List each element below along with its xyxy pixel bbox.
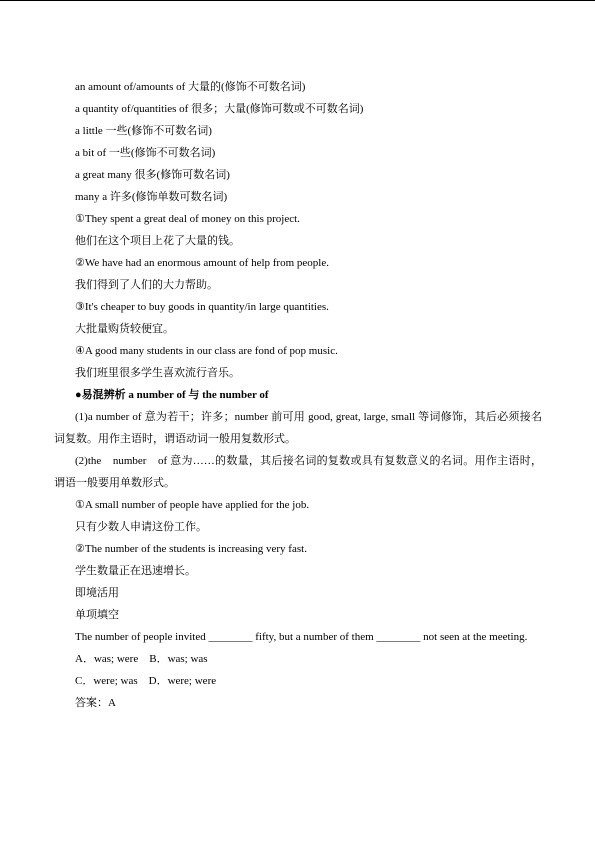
example-sentence: ③It's cheaper to buy goods in quantity/in large quantities. xyxy=(75,301,329,313)
example-translation: 学生数量正在迅速增长。 xyxy=(75,565,196,577)
example-sentence: ②The number of the students is increasing very fast. xyxy=(75,543,307,555)
document-body xyxy=(54,76,542,714)
exercise-type: 单项填空 xyxy=(75,609,119,621)
example-sentence: ④A good many students in our class are fond of pop music. xyxy=(75,345,338,357)
example-translation: 大批量购货较便宜。 xyxy=(75,323,174,335)
exercise-heading: 即境活用 xyxy=(75,587,119,599)
text-line: a great many 很多(修饰可数名词) xyxy=(75,169,230,181)
explanation-paragraph: (2)the number of 意为……的数量，其后接名词的复数或具有复数意义的名词。用作主语时，谓语一般要用单数形式。 xyxy=(54,455,542,489)
example-translation: 他们在这个项目上花了大量的钱。 xyxy=(75,235,240,247)
answer-key: 答案：A xyxy=(75,697,116,709)
example-translation: 只有少数人申请这份工作。 xyxy=(75,521,207,533)
example-translation: 我们班里很多学生喜欢流行音乐。 xyxy=(75,367,240,379)
question-text: The number of people invited ________ fifty, but a number of them ________ not seen at the meeting. xyxy=(75,631,528,643)
example-translation: 我们得到了人们的大力帮助。 xyxy=(75,279,218,291)
answer-options: A．was; were B．was; was xyxy=(75,653,208,665)
text-line: many a 许多(修饰单数可数名词) xyxy=(75,191,228,203)
section-heading: ●易混辨析 a number of 与 the number of xyxy=(75,389,269,401)
example-sentence: ②We have had an enormous amount of help from people. xyxy=(75,257,329,269)
example-sentence: ①They spent a great deal of money on this project. xyxy=(75,213,300,225)
text-line: a quantity of/quantities of 很多；大量(修饰可数或不可数名词) xyxy=(75,103,364,115)
explanation-paragraph: (1)a number of 意为若干；许多；number 前可用 good, great, large, small 等词修饰，其后必须接名词复数。用作主语时，谓语动词一般用复数形式。 xyxy=(54,411,542,445)
example-sentence: ①A small number of people have applied for the job. xyxy=(75,499,310,511)
text-line: an amount of/amounts of 大量的(修饰不可数名词) xyxy=(75,81,306,93)
header-rule xyxy=(0,0,595,1)
text-line: a little 一些(修饰不可数名词) xyxy=(75,125,212,137)
text-line: a bit of 一些(修饰不可数名词) xyxy=(75,147,216,159)
answer-options: C．were; was D．were; were xyxy=(75,675,217,687)
